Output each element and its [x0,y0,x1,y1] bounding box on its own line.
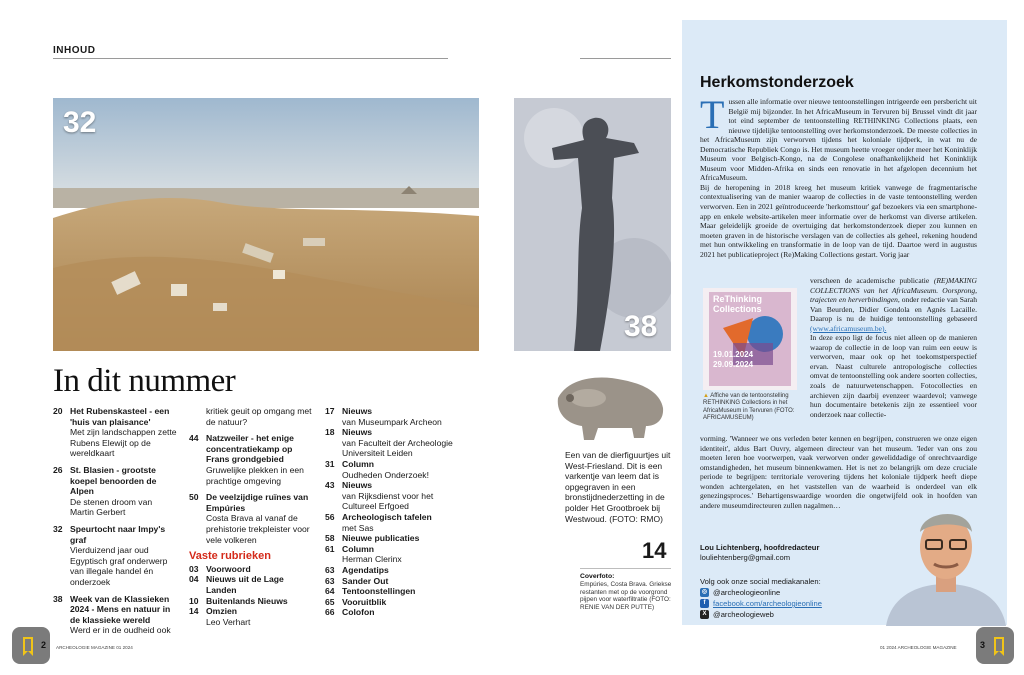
toc-entry[interactable]: 43 Nieuws van Rijksdienst voor het Cultureel Erfgoed [325,480,434,512]
poster-dates: 19.01.2024 29.09.2024 [713,350,754,369]
toc-column-3 [325,406,453,618]
museum-link[interactable]: (www.africamuseum.be). [810,323,887,333]
footer-page-left: 2 [41,640,47,650]
author-portrait-illustration [886,492,1006,626]
page-ref-14: 14 [642,538,667,563]
toc-entry[interactable]: 20 Het Rubenskasteel - een 'huis van plaisance' Met zijn landschappen zette Rubens Elewijt op de wereldkaart [53,406,177,459]
toc-entry[interactable]: 10 Buitenlands Nieuws [189,595,288,606]
x-icon: X [700,610,709,619]
toc-entry[interactable]: 38 Week van de Klassieken 2024 - Mens en natuur in de klassieke wereld Werd er in de oudheid ook [53,593,171,636]
footer-text-right: 01 2024 ARCHEOLOGIE MAGAZINE [880,645,957,650]
toc-entry[interactable]: 63 Sander Out [325,575,389,586]
signature-name: Lou Lichtenberg, hoofdredacteur [700,543,820,552]
header-rule-mid [580,58,671,59]
toc-entry[interactable]: 50 De veelzijdige ruïnes van Empúries Costa Brava al vanaf de prehistorie trekpleister voor vele volkeren [189,492,310,545]
toc-column-1 [53,406,178,642]
social-intro: Volg ook onze social mediakanalen: [700,577,821,586]
photo-bronze-statue [514,98,671,351]
photo-pig-figurine [548,368,668,444]
footer-text-left: ARCHEOLOGIE MAGAZINE 01 2024 [56,645,133,650]
voorwoord-body-top: Tussen alle informatie over nieuwe tentoonstellingen intrigeerde een persbericht uit België mij bijzonder. In het AfricaMuseum in Tervuren bij Brussel vindt dit jaar tot eind september de tentoonstelling RETHINKING Collections plaats, een nieuwe tijdelijke tentoonstelling over herkomstonderzoek. De meeste collecties in het AfricaMuseum zijn verworven tijdens het koloniale tijdperk, in wat nu de Democratische Republiek Congo is. Het museum heette vroeger onder meer het Koninklijk Museum voor Belgisch-Kongo, na de Congolese onafhankelijkheid het Koninklijk Museum voor Midden-Afrika en sinds een renovatie in het afgelopen decennium het AfricaMuseum. Bij de heropening in 2018 kreeg het museum kritiek vanwege de fragmentarische contextualisering van de manier waarop de collecties in de vaste tentoonstelling werden verworven. Een in 2021 geïntroduceerde 'herkomsttour' gaf bezoekers via een smartphone-app en enkele website-artikelen meer informatie over de herkomst van diverse artikelen. Maar geleidelijk groeide de overtuiging dat herkomstonderzoek dieper zou kunnen en moeten graven in de historische verslagen van de collecties als geheel, rekening houdend met hun ontwikkeling en transformatie in de loop van de tijd. Daartoe werd in augustus 2021 het publicatieproject (Re)Making Collections gestart. Vorig jaar [700,92,977,259]
toc-column-2 [189,406,314,627]
social-facebook[interactable]: f facebook.com/archeologieonline [700,598,822,609]
instagram-icon: ◎ [701,589,708,595]
toc-entry[interactable]: 04 Nieuws uit de Lage Landen [189,574,284,595]
toc-entry[interactable]: 65 Vooruitblik [325,596,387,607]
signature-email[interactable]: louliehtenberg@gmail.com [700,553,791,562]
vaste-rubrieken-heading: Vaste rubrieken [189,550,271,563]
toc-entry[interactable]: 64 Tentoonstellingen [325,586,416,597]
photo-desert-tomb [53,98,479,351]
section-header-inhoud: INHOUD [53,45,96,56]
bookmark-tab-right[interactable] [976,627,1014,664]
bookmark-tab-left[interactable] [12,627,50,664]
toc-entry[interactable]: 18 Nieuws van Faculteit der Archeologie Universiteit Leiden [325,427,453,459]
toc-entry[interactable]: 61 Column Herman Clerinx [325,543,402,565]
cover-caption: Coverfoto: Empúries, Costa Brava. Griekse restanten met op de voorgrond pijpen voor waterfiltratie (FOTO: RENIE VAN DER PUTTE) [580,573,672,612]
drop-cap: T [700,92,725,137]
social-x[interactable]: X @archeologieweb [700,609,822,620]
toc-continuation: kritiek geuit op omgang met de natuur? [206,406,312,427]
toc-entry[interactable]: 58 Nieuwe publicaties [325,533,420,544]
toc-entry[interactable]: 14 Omzien Leo Verhart [189,606,251,627]
voorwoord-body-side: verscheen de academische publicatie (RE)MAKING COLLECTIONS van het AfricaMuseum. Oorsprong, trajecten en herverbindingen, onder redactie van Sarah Van Beurden, Didier Gondola en Agnès Lacaille. Daarop is nu de huidige tentoonstelling gebaseerd (www.africamuseum.be). In deze expo ligt de focus niet alleen op de manieren waarop de collectie in de loop van ruim een eeuw is verworven, maar ook op het toekomstperspectief ervan. Naast culturele antropologische collecties omvat de tentoonstelling ook andere soorten collecties, zoals de natuurwetenschappen. Fotocollecties en archieven zijn daarbij evenzeer waardevol; vanwege hun documentaire betekenis zijn ze essentieel voor onderzoek naar collectie- [810,276,977,419]
pig-figurine-illustration [548,368,668,444]
bookmark-icon [23,637,33,651]
toc-entry[interactable]: 31 Column Oudheden Onderzoek! [325,458,429,480]
pig-caption: Een van de dierfiguurtjes uit West-Friesland. Dit is een varkentje van leem dat is opgegraven in een bronstijdnederzetting in de polder Het Grootbroek bij Westwoud. (FOTO: RMO) [565,450,671,524]
exhibition-poster [703,288,797,390]
toc-entry[interactable]: 63 Agendatips [325,564,389,575]
author-photo [886,492,1006,626]
footer-page-right: 3 [980,640,986,650]
toc-entry[interactable]: 66 Colofon [325,607,375,618]
photo-page-number-32: 32 [63,106,97,139]
caption-marker-icon: ▲ [703,393,709,399]
voorwoord-title: Herkomstonderzoek [700,74,854,91]
social-block [700,576,822,620]
signature-block [700,543,819,563]
facebook-icon: f [700,599,709,608]
toc-entry[interactable]: 03 Voorwoord [189,563,251,574]
cover-rule [580,568,671,569]
desert-photo-illustration [53,98,479,351]
photo-page-number-38: 38 [624,310,658,343]
header-rule-left [53,58,448,59]
toc-entry[interactable]: 26 St. Blasien - grootste koepel benoorden de Alpen De stenen droom van Martin Gerbert [53,464,157,518]
page-title: In dit nummer [53,363,236,399]
social-instagram[interactable]: ◎ @archeologieonline [701,588,781,597]
voorwoord-body-bottom: vorming. 'Wanneer we ons verleden beter kennen en begrijpen, construeren we onze eigen identiteit', aldus Bart Ouvry, algemeen directeur van het museum. 'Ieder van ons zou moeten leren hoe voorwerpen, vaak verworven onder geweliddadige of onrechtvaardige omstandigheden, het museum binnenkwamen. Het is net zo belangrijk om deze cruciale periode te begrijpen: territoriale verovering tijdens het koloniale tijdperk heeft diepe wonden achtergelaten, en het vaststellen van de waarheid is onderdeel van elk genezingsproces.' Behartigenswaardige woorden die ongetwijfeld ook in hoofden van andere museumdirecteuren zullen nagalmen… [700,434,977,510]
poster-caption: ▲ Affiche van de tentoonstelling RETHINKING Collections in het AfricaMuseum in Tervuren (FOTO: AFRICAMUSEUM) [703,393,795,422]
toc-entry[interactable]: 44 Natzweiler - het enige concentratiekamp op Frans grondgebied Gruwelijke plekken in een prachtige omgeving [189,433,304,486]
bookmark-icon [994,637,1004,651]
toc-entry[interactable]: 56 Archeologisch tafelen met Sas [325,511,432,533]
poster-title: ReThinking Collections [713,294,762,314]
toc-entry[interactable]: 32 Speurtocht naar Impy's graf Vierduizend jaar oud Egyptisch graf onderwerp van illegale handel én onderzoek [53,523,168,587]
toc-entry[interactable]: 17 Nieuws van Museumpark Archeon [325,406,442,427]
